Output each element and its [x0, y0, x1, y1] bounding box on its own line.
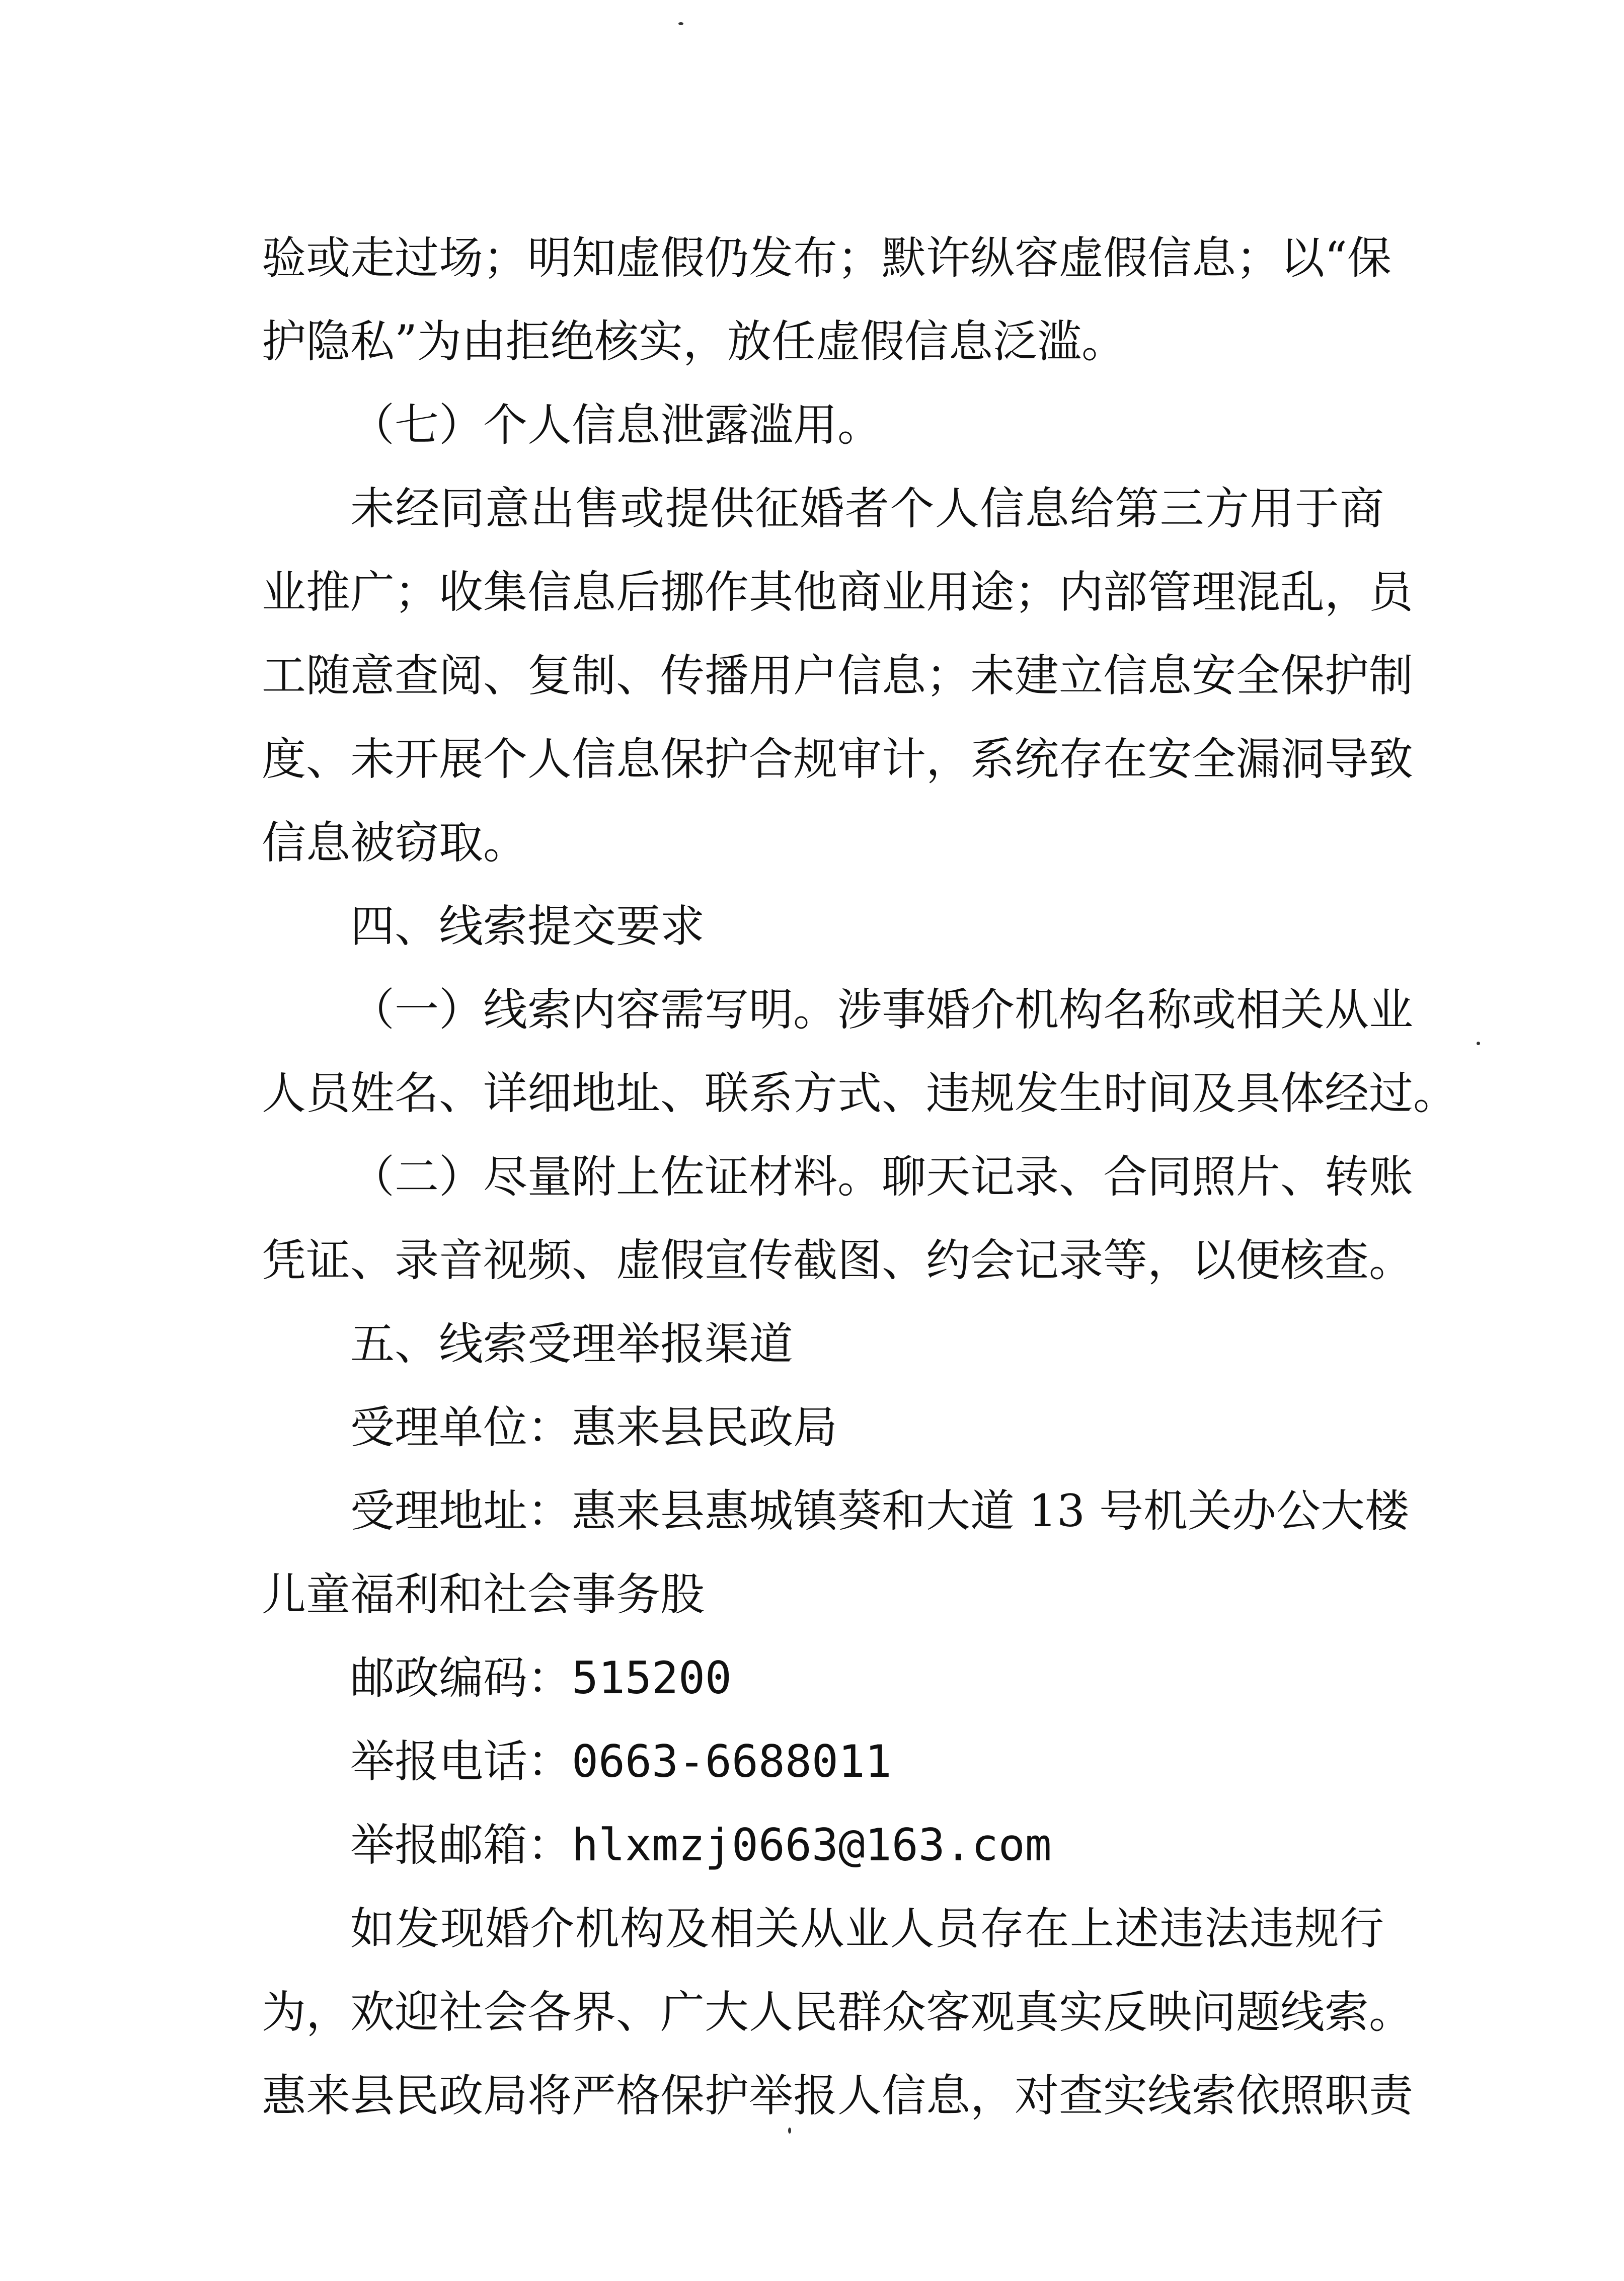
info-value: 惠来县惠城镇葵和大道 13 号机关办公大楼 — [572, 1485, 1409, 1537]
info-row-unit — [262, 1386, 1384, 1469]
info-label: 受理单位： — [350, 1401, 572, 1453]
info-label: 举报邮箱： — [350, 1819, 572, 1871]
body-line: 护隐私”为由拒绝核实，放任虚假信息泛滥。 — [262, 316, 1126, 367]
scan-speck — [1477, 1042, 1480, 1045]
body-line: 为，欢迎社会各界、广大人民群众客观真实反映问题线索。 — [262, 1986, 1414, 2038]
body-line: 人员姓名、详细地址、联系方式、违规发生时间及具体经过。 — [262, 1067, 1458, 1119]
info-row-phone — [262, 1720, 1384, 1803]
document-body — [262, 216, 1458, 2138]
body-line: 业推广；收集信息后挪作其他商业用途；内部管理混乱，员 — [262, 566, 1414, 618]
body-line: 工随意查阅、复制、传播用户信息；未建立信息安全保护制 — [262, 650, 1414, 701]
body-line: 未经同意出售或提供征婚者个人信息给第三方用于商 — [350, 483, 1384, 534]
body-line: 验或走过场；明知虚假仍发布；默许纵容虚假信息；以“保 — [262, 232, 1391, 284]
info-row-address — [262, 1469, 1409, 1553]
body-line: 儿童福利和社会事务股 — [262, 1568, 705, 1620]
body-line: 信息被窃取。 — [262, 817, 528, 869]
section-heading: 四、线索提交要求 — [350, 900, 705, 952]
body-line: 如发现婚介机构及相关从业人员存在上述违法违规行 — [350, 1903, 1384, 1954]
body-line: （二）尽量附上佐证材料。聊天记录、合同照片、转账 — [350, 1151, 1414, 1203]
info-value: 0663-6688011 — [572, 1736, 892, 1787]
body-line: 度、未开展个人信息保护合规审计，系统存在安全漏洞导致 — [262, 733, 1414, 785]
info-label: 举报电话： — [350, 1736, 572, 1787]
body-line: （一）线索内容需写明。涉事婚介机构名称或相关从业 — [350, 984, 1414, 1036]
info-value: 515200 — [572, 1652, 732, 1704]
info-row-email — [262, 1803, 1384, 1887]
info-label: 受理地址： — [350, 1485, 572, 1537]
body-line: 惠来县民政局将严格保护举报人信息，对查实线索依照职责 — [262, 2070, 1414, 2121]
info-label: 邮政编码： — [350, 1652, 572, 1704]
info-value: hlxmzj0663@163.com — [572, 1819, 1052, 1871]
info-row-postcode — [262, 1636, 1384, 1720]
subsection-heading: （七）个人信息泄露滥用。 — [350, 399, 882, 451]
body-line: 凭证、录音视频、虚假宣传截图、约会记录等，以便核查。 — [262, 1234, 1414, 1286]
info-value: 惠来县民政局 — [572, 1401, 838, 1453]
scan-speck — [678, 22, 683, 25]
section-heading: 五、线索受理举报渠道 — [350, 1318, 794, 1370]
